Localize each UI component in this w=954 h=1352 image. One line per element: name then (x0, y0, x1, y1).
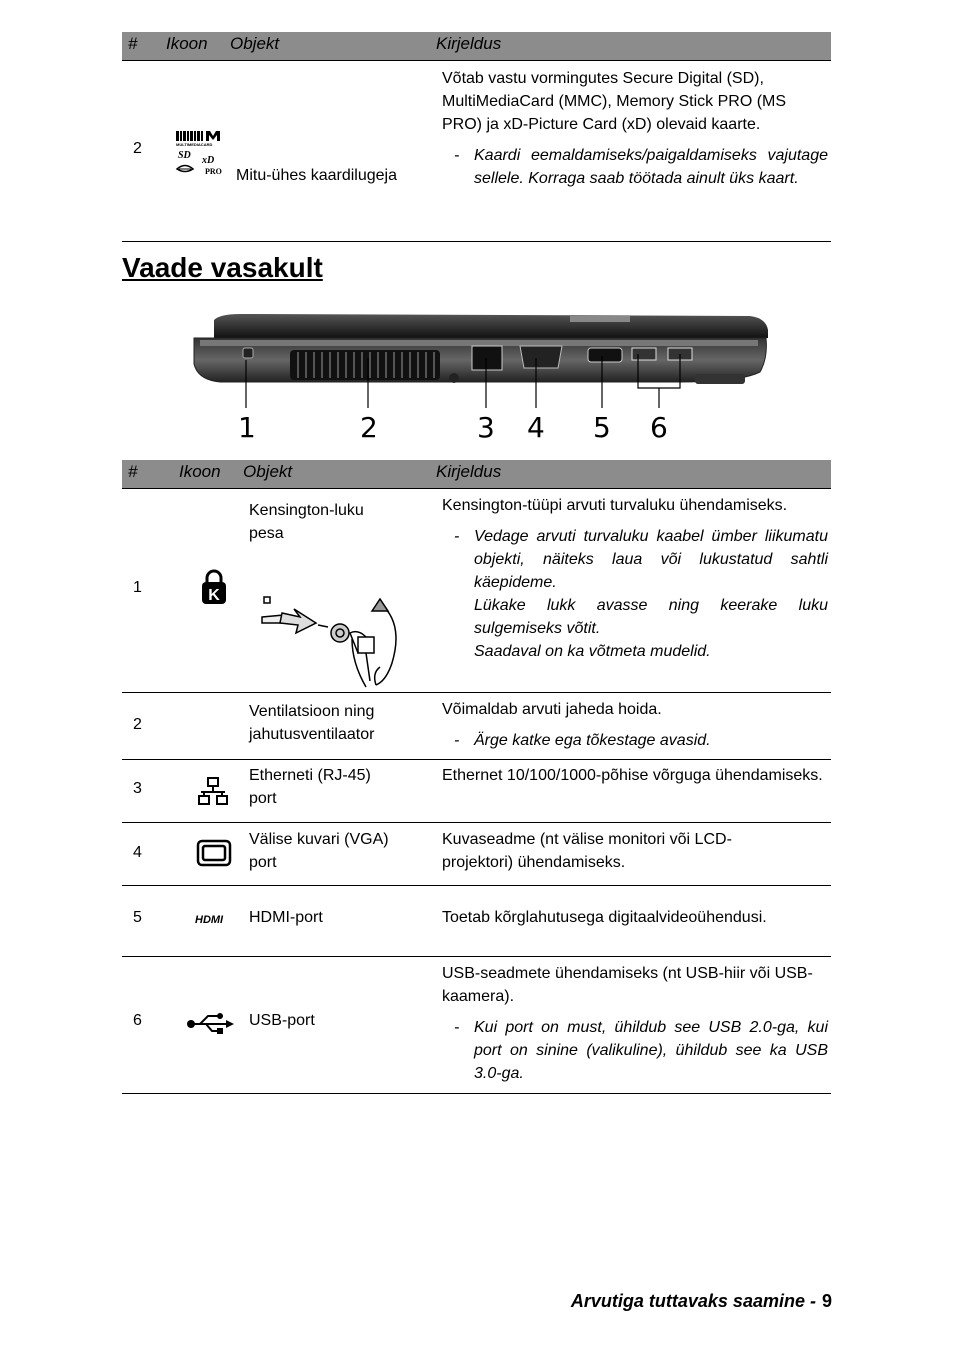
table-row (122, 693, 831, 760)
table-header (122, 32, 831, 61)
note: - Ärge katke ega tõkestage avasid. (442, 729, 828, 752)
row-num: 3 (133, 780, 142, 797)
section-heading: Vaade vasakult (122, 252, 323, 283)
table-row (122, 823, 831, 886)
header-icon: Ikoon (166, 34, 208, 53)
row-description: Kuvaseadme (nt välise monitori või LCD-projektori) ühendamiseks. (442, 831, 732, 871)
note-line: Lükake lukk avasse ning keerake luku sulgemiseks võtit. (474, 597, 828, 637)
svg-text:SD: SD (178, 150, 191, 161)
card-reader-icon (174, 129, 228, 181)
ethernet-icon (196, 776, 232, 806)
callout-2: 2 (360, 411, 378, 444)
note-text: Kaardi eemaldamiseks/paigaldamiseks vajutage sellele. Korraga saab töötada ainult üks kaart. (474, 147, 828, 187)
card-reader-table (122, 32, 831, 242)
row-num: 5 (133, 909, 142, 926)
row-num: 2 (133, 140, 142, 157)
table-header (122, 460, 831, 489)
row-object: Välise kuvari (VGA) port (249, 831, 389, 871)
lock-cable-illustration (254, 593, 414, 689)
table-row (122, 957, 831, 1094)
left-side-ports-table (122, 460, 831, 1094)
callout-5: 5 (593, 411, 611, 444)
note-text: Kui port on must, ühildub see USB 2.0-ga, kui port on sinine (valikuline), ühildub see ka USB 3.0-ga. (474, 1019, 828, 1082)
header-desc: Kirjeldus (436, 34, 502, 53)
hdmi-icon (194, 912, 234, 926)
row-num: 1 (133, 579, 142, 596)
table-row (122, 760, 831, 823)
header-desc: Kirjeldus (436, 462, 502, 481)
row-object: Kensington-luku pesa (249, 502, 364, 542)
page-number: 9 (821, 1291, 832, 1311)
header-object: Objekt (243, 462, 293, 481)
kensington-lock-icon (200, 569, 228, 605)
note-line: Saadaval on ka võtmeta mudelid. (474, 643, 711, 660)
row-num: 6 (133, 1012, 142, 1029)
svg-text:xD: xD (202, 155, 215, 166)
header-icon: Ikoon (179, 462, 221, 481)
row-object: Ventilatsioon ning jahutusventilaator (249, 703, 375, 743)
description-text: Võimaldab arvuti jaheda hoida. (442, 701, 662, 718)
row-num: 4 (133, 844, 142, 861)
callout-6: 6 (650, 411, 668, 444)
callout-1: 1 (238, 411, 256, 444)
row-object: Mitu-ühes kaardilugeja (236, 167, 397, 184)
note: - Kaardi eemaldamiseks/paigaldamiseks vajutage sellele. Korraga saab töötada ainult üks kaart. (442, 144, 828, 190)
table-row (122, 61, 831, 242)
description-text: USB-seadmete ühendamiseks (nt USB-hiir või USB-kaamera). (442, 965, 813, 1005)
table-row (122, 489, 831, 693)
note-line: Vedage arvuti turvaluku kaabel ümber liikumatu objekti, näiteks laua või lukustatud sahtli käepideme. (474, 528, 828, 591)
table-row (122, 886, 831, 957)
callout-4: 4 (527, 411, 545, 444)
laptop-lid (214, 314, 768, 338)
row-description: Toetab kõrglahutusega digitaalvideoühendusi. (442, 909, 767, 926)
header-num: # (128, 462, 138, 481)
svg-text:PRO: PRO (205, 167, 222, 176)
row-object: USB-port (249, 1012, 315, 1029)
vga-monitor-icon (196, 838, 232, 868)
row-description (442, 494, 828, 663)
page-footer (571, 1291, 832, 1312)
description-text: Võtab vastu vormingutes Secure Digital (SD), MultiMediaCard (MMC), Memory Stick PRO (MS PRO) ja xD-Picture Card (xD) olevaid kaarte. (442, 70, 787, 133)
row-object: HDMI-port (249, 909, 323, 926)
usb-icon (186, 1011, 236, 1035)
row-description: Ethernet 10/100/1000-põhise võrguga ühendamiseks. (442, 767, 823, 784)
callout-3: 3 (477, 411, 495, 444)
laptop-left-side-figure (180, 308, 780, 448)
description-text: Kensington-tüüpi arvuti turvaluku ühendamiseks. (442, 497, 788, 514)
row-description (442, 962, 828, 1085)
note: - Kui port on must, ühildub see USB 2.0-ga, kui port on sinine (valikuline), ühildub see ka USB 3.0-ga. (442, 1016, 828, 1085)
note-text: Ärge katke ega tõkestage avasid. (474, 732, 711, 749)
header-num: # (128, 34, 138, 53)
row-num: 2 (133, 716, 142, 733)
header-object: Objekt (230, 34, 280, 53)
svg-text:HDMI: HDMI (195, 914, 224, 926)
note: - Vedage arvuti turvaluku kaabel ümber liikumatu objekti, näiteks laua või lukustatud sahtli käepideme. Lükake lukk avasse ning keerake luku sulgemiseks võtit. Saadaval on ka võtmeta mudelid. (442, 525, 828, 663)
footer-title: Arvutiga tuttavaks saamine - (570, 1291, 816, 1311)
row-description (442, 698, 828, 752)
row-description (442, 67, 828, 190)
row-object: Etherneti (RJ-45) port (249, 767, 371, 807)
svg-text:MULTIMEDIACARD: MULTIMEDIACARD (176, 142, 213, 147)
svg-text:K: K (208, 587, 220, 604)
